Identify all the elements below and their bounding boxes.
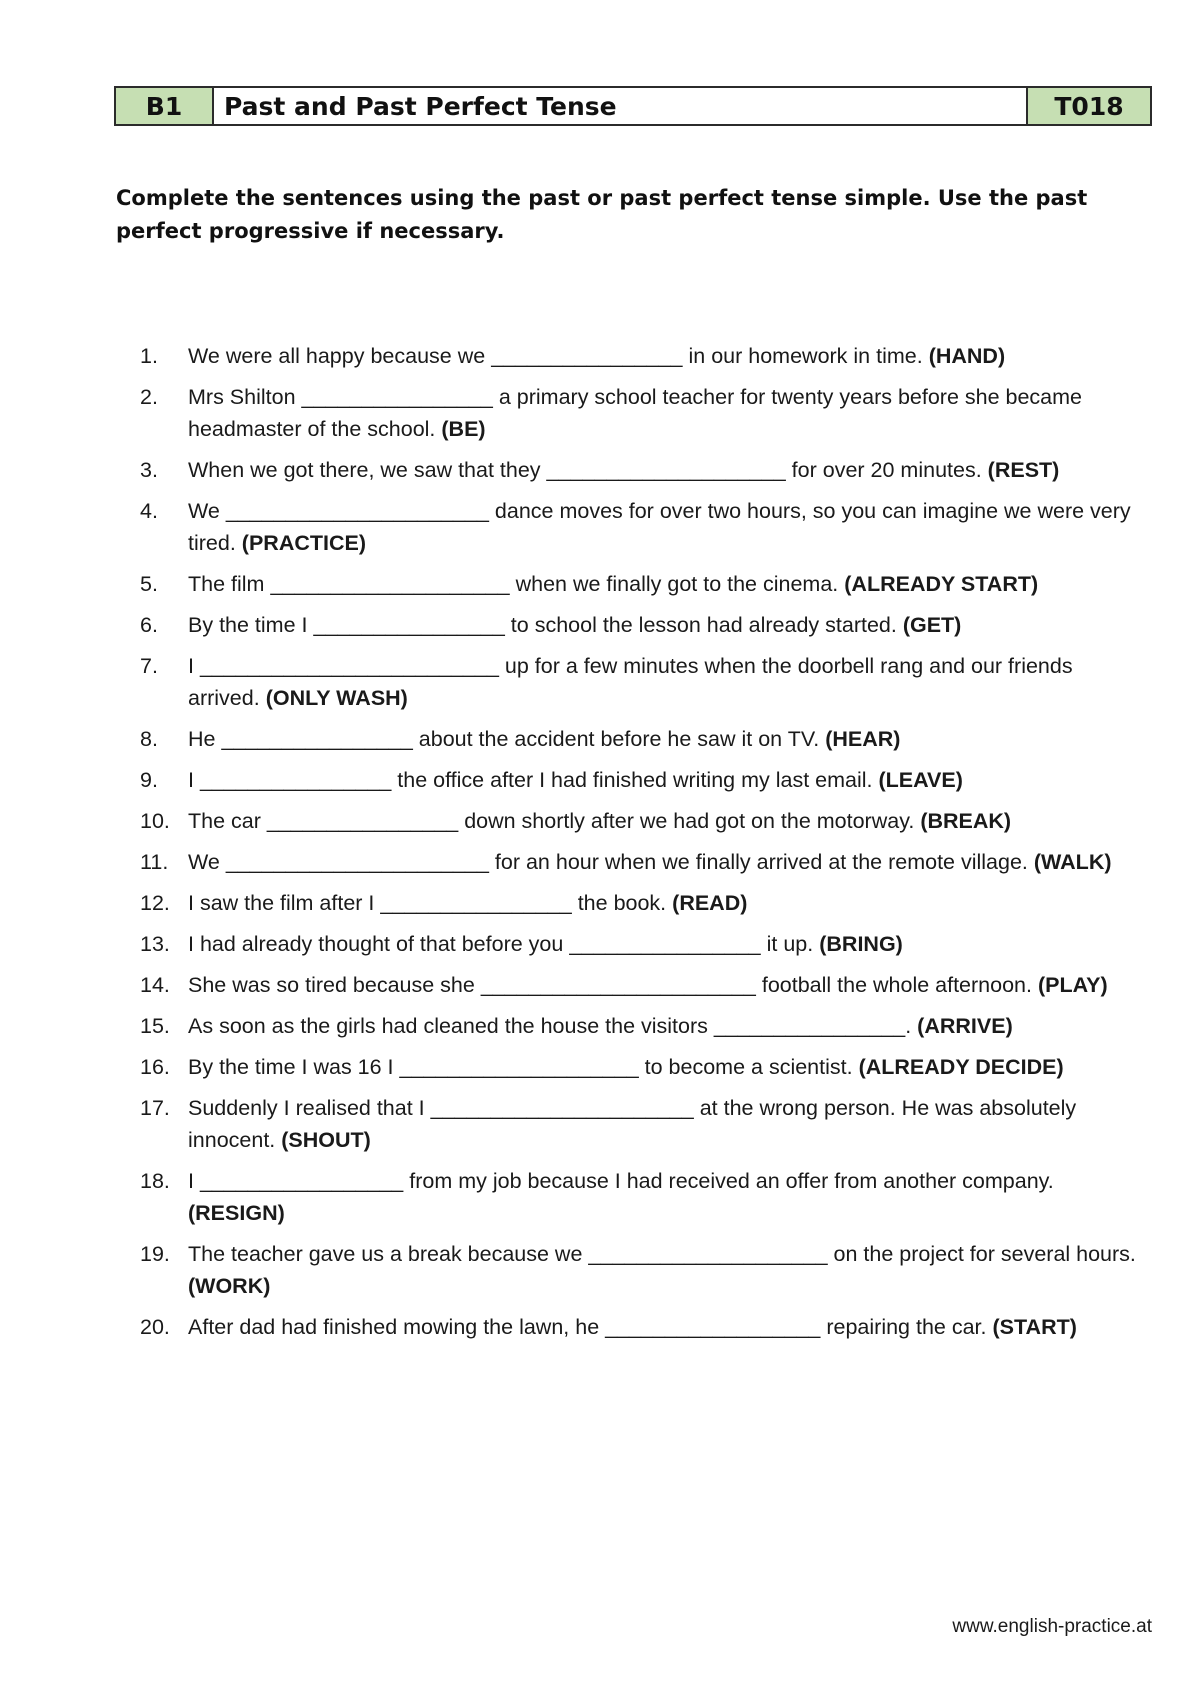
verb-hint: (LEAVE) [878, 768, 963, 792]
exercise-item [140, 650, 1150, 714]
exercise-item [140, 1092, 1150, 1156]
exercise-sentence [188, 723, 1150, 755]
worksheet-title: Past and Past Perfect Tense [214, 88, 1028, 124]
verb-hint: (GET) [902, 613, 962, 637]
sentence-start: When we got there, we saw that they [188, 458, 541, 482]
sentence-start: Mrs Shilton [188, 385, 296, 409]
exercise-item [140, 928, 1150, 960]
exercise-item [140, 381, 1150, 445]
verb-hint: (BREAK) [920, 809, 1012, 833]
sentence-start: As soon as the girls had cleaned the house the visitors [188, 1014, 708, 1038]
verb-hint: (HAND) [928, 344, 1006, 368]
verb-hint: (PLAY) [1037, 973, 1108, 997]
exercise-sentence [188, 1010, 1150, 1042]
exercise-number: 1. [140, 344, 158, 368]
sentence-end: the office after I had finished writing my last email. [397, 768, 873, 792]
exercise-sentence [188, 454, 1150, 486]
sentence-end: to become a scientist. [644, 1055, 853, 1079]
exercise-number: 6. [140, 613, 158, 637]
exercise-number: 13. [140, 932, 170, 956]
exercise-sentence [188, 568, 1150, 600]
answer-blank[interactable]: ____________________ [270, 572, 510, 596]
exercise-sentence [188, 969, 1150, 1001]
exercise-item [140, 764, 1150, 796]
exercise-item [140, 568, 1150, 600]
sentence-end: when we finally got to the cinema. [515, 572, 839, 596]
exercise-item [140, 969, 1150, 1001]
answer-blank[interactable]: _______________________ [480, 973, 756, 997]
verb-hint: (ARRIVE) [917, 1014, 1013, 1038]
exercise-number: 2. [140, 385, 158, 409]
exercise-number: 18. [140, 1169, 170, 1193]
sentence-start: The car [188, 809, 261, 833]
verb-hint: (ONLY WASH) [265, 686, 408, 710]
verb-hint: (START) [992, 1315, 1077, 1339]
exercise-list [140, 340, 1150, 1352]
answer-blank[interactable]: ______________________ [430, 1096, 694, 1120]
sentence-end: football the whole afternoon. [761, 973, 1032, 997]
answer-blank[interactable]: ______________________ [225, 499, 489, 523]
exercise-sentence [188, 1051, 1150, 1083]
answer-blank[interactable]: ________________ [380, 891, 572, 915]
exercise-number: 5. [140, 572, 158, 596]
sentence-start: I [188, 1169, 194, 1193]
exercise-item [140, 609, 1150, 641]
sentence-end: up for a few minutes when the doorbell rang and our friends arrived. [188, 654, 1073, 710]
sentence-start: The teacher gave us a break because we [188, 1242, 583, 1266]
answer-blank[interactable]: ____________________ [399, 1055, 639, 1079]
sentence-end: to school the lesson had already started. [510, 613, 897, 637]
sentence-end: repairing the car. [826, 1315, 987, 1339]
answer-blank[interactable]: ________________. [713, 1014, 912, 1038]
sentence-end: on the project for several hours. [833, 1242, 1136, 1266]
exercise-sentence [188, 495, 1150, 559]
exercise-item [140, 887, 1150, 919]
answer-blank[interactable]: ______________________ [225, 850, 489, 874]
sentence-end: a primary school teacher for twenty years before she became headmaster of the school. [188, 385, 1083, 441]
exercise-sentence [188, 1311, 1150, 1343]
level-badge: B1 [116, 88, 214, 124]
sentence-end: dance moves for over two hours, so you can imagine we were very tired. [188, 499, 1131, 555]
answer-blank[interactable]: _________________________ [199, 654, 499, 678]
sentence-end: in our homework in time. [688, 344, 923, 368]
exercise-item [140, 805, 1150, 837]
exercise-sentence [188, 805, 1150, 837]
verb-hint: (ALREADY DECIDE) [858, 1055, 1064, 1079]
answer-blank[interactable]: ____________________ [546, 458, 786, 482]
exercise-sentence [188, 381, 1150, 445]
sentence-start: We [188, 499, 220, 523]
sentence-start: Suddenly I realised that I [188, 1096, 425, 1120]
sentence-start: We [188, 850, 220, 874]
exercise-number: 8. [140, 727, 158, 751]
sentence-end: it up. [766, 932, 814, 956]
exercise-item [140, 1165, 1150, 1229]
worksheet-header [114, 86, 1152, 126]
exercise-item [140, 1010, 1150, 1042]
sentence-start: We were all happy because we [188, 344, 486, 368]
exercise-sentence [188, 1238, 1150, 1302]
sentence-end: for an hour when we finally arrived at the remote village. [494, 850, 1028, 874]
exercise-number: 14. [140, 973, 170, 997]
sentence-end: from my job because I had received an offer from another company. [409, 1169, 1054, 1193]
verb-hint: (ALREADY START) [844, 572, 1039, 596]
verb-hint: (WALK) [1033, 850, 1112, 874]
sentence-end: for over 20 minutes. [791, 458, 982, 482]
verb-hint: (PRACTICE) [241, 531, 367, 555]
exercise-number: 10. [140, 809, 170, 833]
sentence-end: the book. [577, 891, 667, 915]
sentence-start: He [188, 727, 216, 751]
exercise-item [140, 723, 1150, 755]
exercise-number: 15. [140, 1014, 170, 1038]
answer-blank[interactable]: ________________ [301, 385, 493, 409]
exercise-number: 17. [140, 1096, 170, 1120]
exercise-sentence [188, 1092, 1150, 1156]
exercise-sentence [188, 650, 1150, 714]
exercise-number: 11. [140, 850, 169, 874]
sentence-start: After dad had finished mowing the lawn, he [188, 1315, 600, 1339]
verb-hint: (HEAR) [825, 727, 901, 751]
exercise-sentence [188, 609, 1150, 641]
sentence-start: By the time I [188, 613, 308, 637]
verb-hint: (WORK) [188, 1274, 271, 1298]
exercise-sentence [188, 340, 1150, 372]
sentence-start: She was so tired because she [188, 973, 475, 997]
exercise-item [140, 495, 1150, 559]
exercise-number: 20. [140, 1315, 170, 1339]
verb-hint: (RESIGN) [188, 1201, 285, 1225]
exercise-number: 3. [140, 458, 158, 482]
sentence-start: I [188, 768, 194, 792]
exercise-number: 16. [140, 1055, 170, 1079]
verb-hint: (SHOUT) [281, 1128, 371, 1152]
sentence-end: at the wrong person. He was absolutely innocent. [188, 1096, 1077, 1152]
verb-hint: (READ) [672, 891, 748, 915]
exercise-item [140, 1311, 1150, 1343]
sentence-end: down shortly after we had got on the motorway. [464, 809, 915, 833]
exercise-sentence [188, 928, 1150, 960]
exercise-number: 7. [140, 654, 158, 678]
exercise-item [140, 454, 1150, 486]
verb-hint: (BRING) [819, 932, 903, 956]
answer-blank[interactable]: ________________ [221, 727, 413, 751]
answer-blank[interactable]: ________________ [569, 932, 761, 956]
answer-blank[interactable]: _________________ [199, 1169, 404, 1193]
exercise-sentence [188, 887, 1150, 919]
exercise-number: 9. [140, 768, 158, 792]
verb-hint: (BE) [441, 417, 486, 441]
answer-blank[interactable]: ________________ [313, 613, 505, 637]
exercise-item [140, 1051, 1150, 1083]
exercise-sentence [188, 1165, 1150, 1229]
answer-blank[interactable]: __________________ [605, 1315, 821, 1339]
verb-hint: (REST) [987, 458, 1060, 482]
exercise-item [140, 846, 1150, 878]
sentence-end: about the accident before he saw it on TV. [418, 727, 820, 751]
answer-blank[interactable]: ________________ [266, 809, 459, 833]
exercise-sentence [188, 846, 1150, 878]
exercise-item [140, 340, 1150, 372]
instructions: Complete the sentences using the past or past perfect tense simple. Use the past perfect progressive if necessary. [116, 186, 1088, 243]
exercise-number: 4. [140, 499, 158, 523]
sentence-start: The film [188, 572, 265, 596]
exercise-item [140, 1238, 1150, 1302]
exercise-number: 12. [140, 891, 170, 915]
worksheet-code: T018 [1028, 88, 1150, 124]
sentence-start: I had already thought of that before you [188, 932, 564, 956]
answer-blank[interactable]: ________________ [199, 768, 392, 792]
exercise-number: 19. [140, 1242, 170, 1266]
sentence-start: By the time I was 16 I [188, 1055, 394, 1079]
footer-url: www.english-practice.at [952, 1616, 1152, 1637]
exercise-sentence [188, 764, 1150, 796]
answer-blank[interactable]: ________________ [491, 344, 683, 368]
sentence-start: I saw the film after I [188, 891, 375, 915]
answer-blank[interactable]: ____________________ [588, 1242, 828, 1266]
sentence-start: I [188, 654, 194, 678]
